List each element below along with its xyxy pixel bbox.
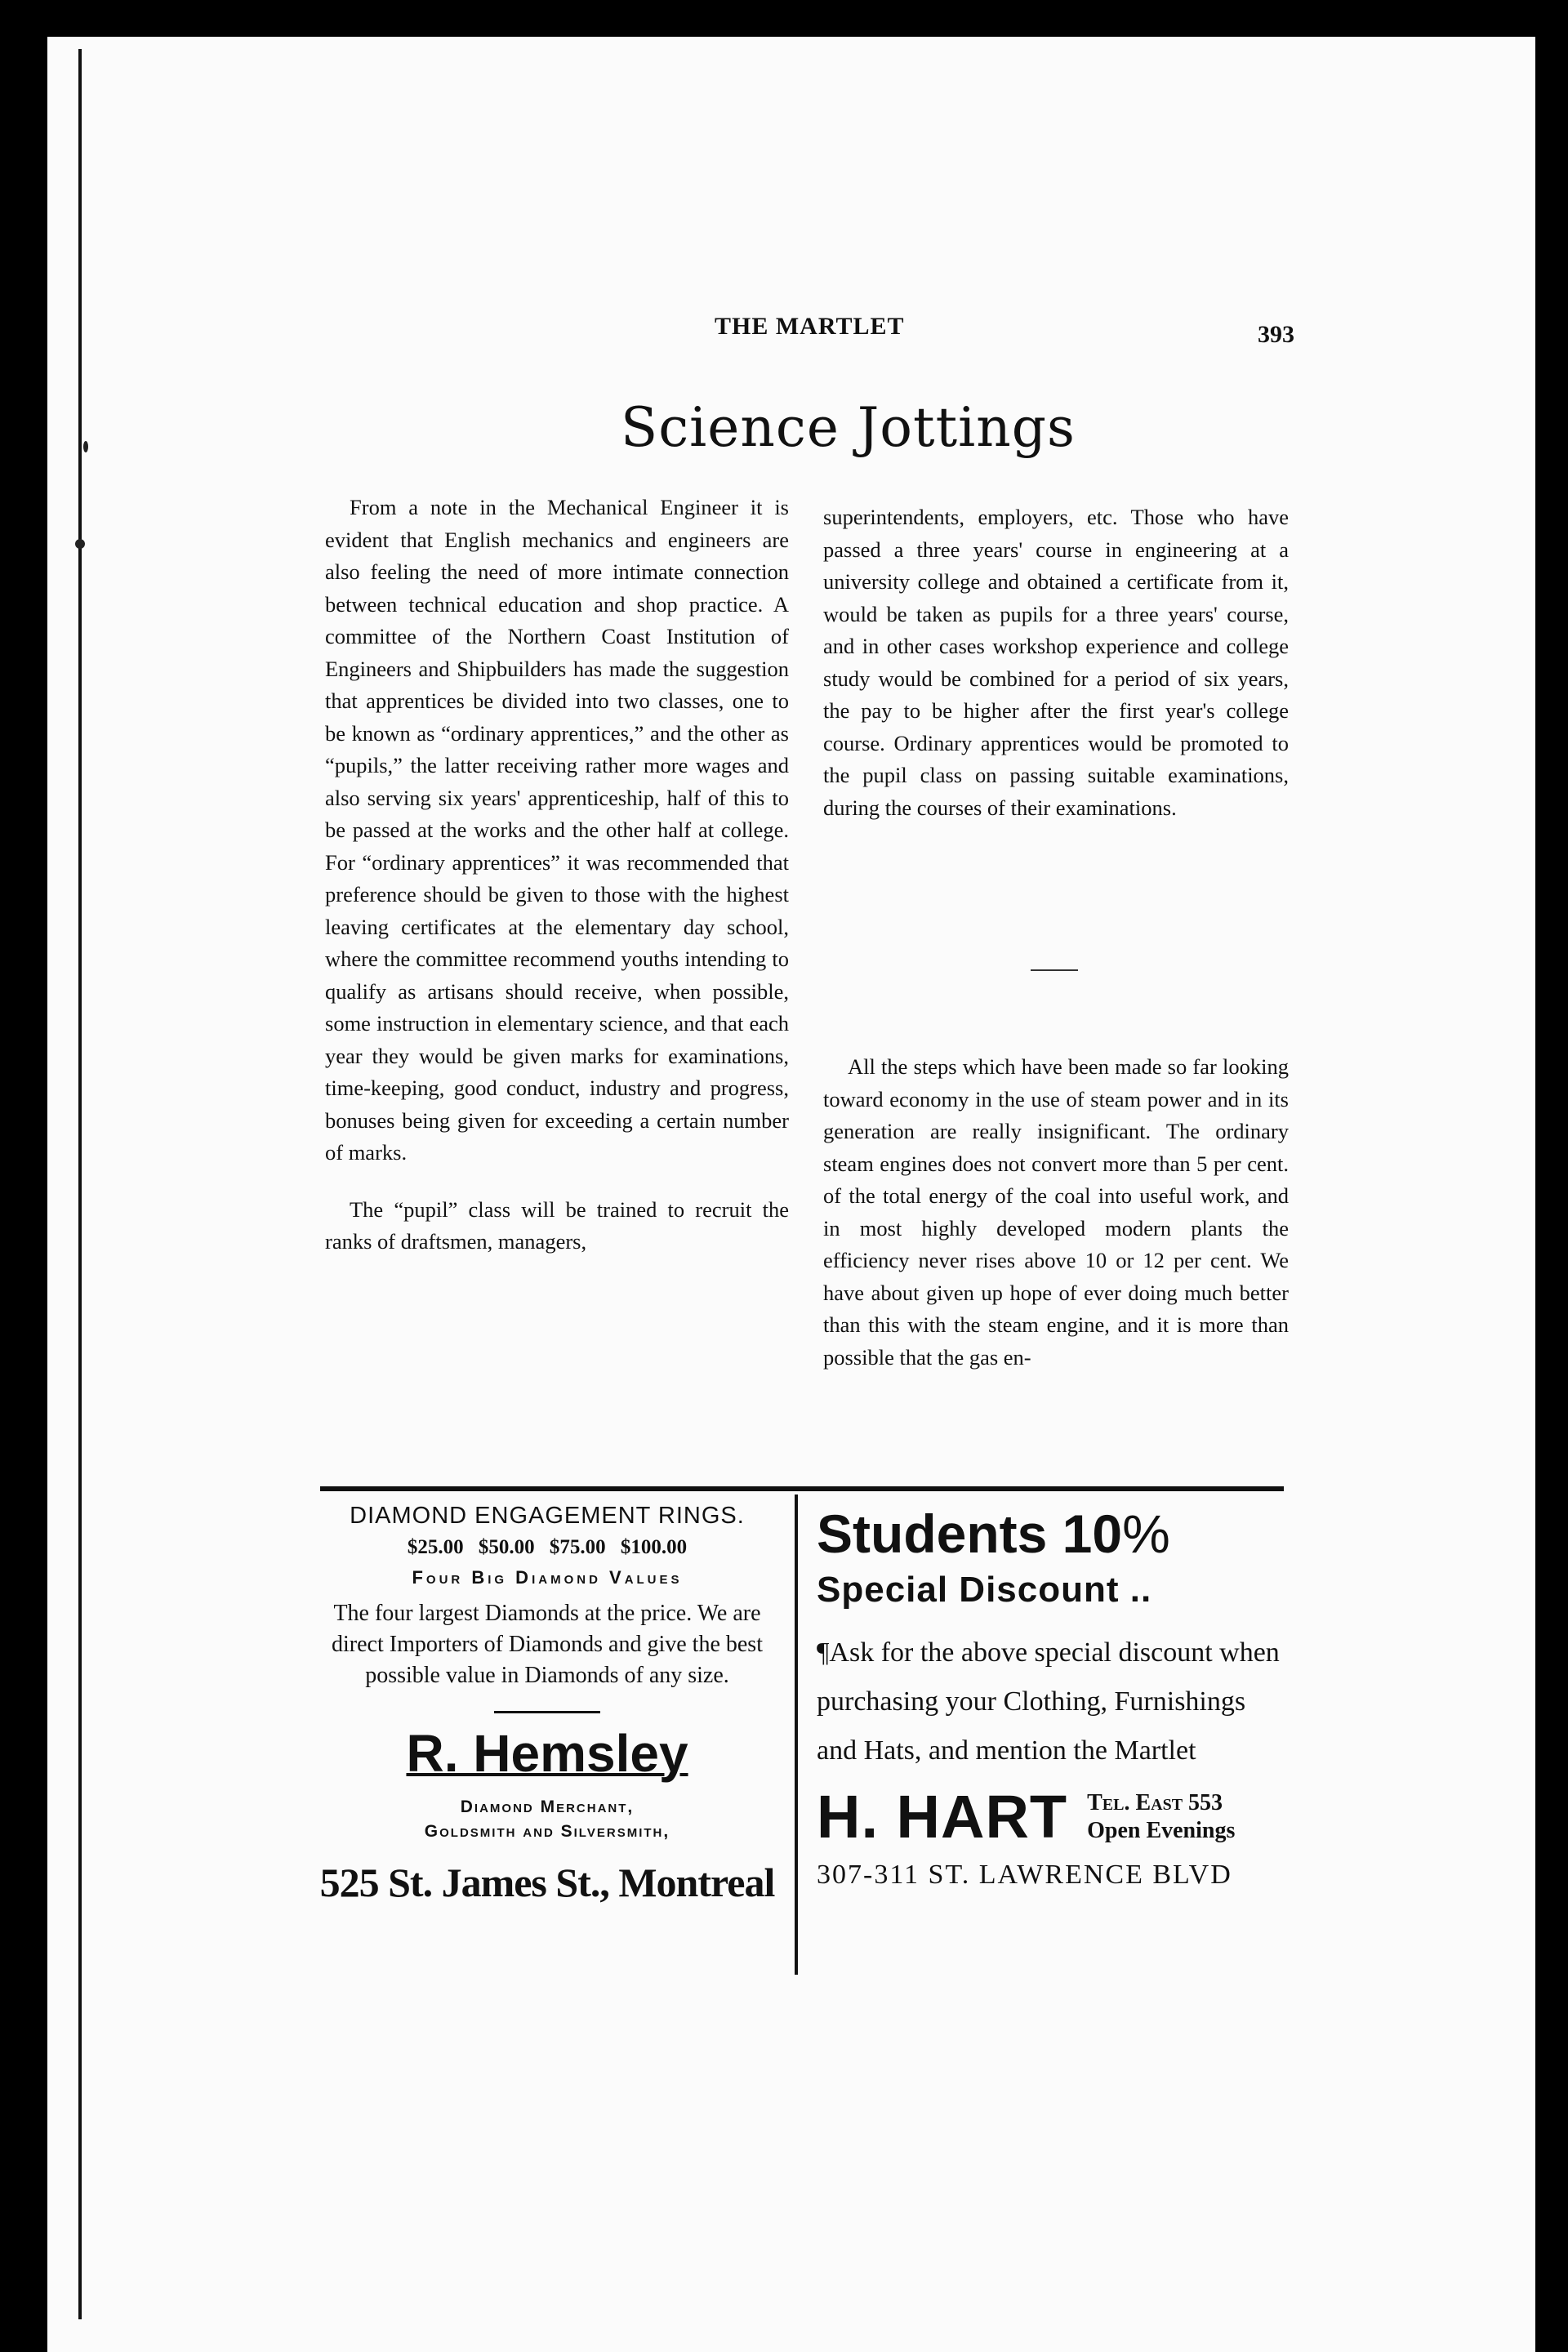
percent-sign: % — [1122, 1503, 1170, 1564]
discount-headline — [817, 1503, 1290, 1565]
discount-headline-text: Students 10 — [817, 1503, 1123, 1564]
discount-subhead: Special Discount .. — [817, 1570, 1152, 1610]
paragraph: All the steps which have been made so far looking toward economy in the use of steam power and in its generation are really insignificant. The ordinary steam engines does not convert more than 5 per cent. of the total energy of the coal into useful work, and in most highly developed modern plants the efficiency never rises above 10 or 12 per cent. We have about given up hope of ever doing much better than this with the steam engine, and it is more than possible that the gas en- — [823, 1054, 1289, 1370]
ad-body: ¶Ask for the above special discount when purchasing your Clothing, Furnishings and Hats, and mention the Martlet — [817, 1637, 1280, 1766]
paragraph: The “pupil” class will be trained to recruit the ranks of draftsmen, managers, — [325, 1196, 789, 1254]
advertisement-divider — [795, 1494, 798, 1975]
ad-tagline: Four Big Diamond Values — [412, 1567, 683, 1588]
page — [47, 37, 1535, 2352]
hart-advertisement — [817, 1503, 1290, 1891]
store-telephone: Tel. East 553 — [1087, 1790, 1223, 1815]
store-line — [817, 1782, 1290, 1851]
page-number: 393 — [1258, 321, 1294, 348]
scan-speck — [83, 441, 88, 452]
ad-body: The four largest Diamonds at the price. We are direct Importers of Diamonds and give the best possible value in Diamonds of any size. — [332, 1601, 763, 1688]
article-column-2 — [823, 501, 1289, 824]
advertisement-rule — [320, 1486, 1284, 1491]
scan-edge-line — [78, 49, 82, 2319]
running-header: THE MARTLET — [715, 313, 905, 340]
store-hours: Open Evenings — [1087, 1818, 1236, 1843]
merchant-title-line: Goldsmith and Silversmith, — [424, 1822, 670, 1841]
section-divider — [1031, 969, 1078, 971]
article-title: Science Jottings — [621, 396, 1076, 459]
scan-speck — [75, 539, 85, 549]
ad-heading: DIAMOND ENGAGEMENT RINGS. — [350, 1503, 745, 1529]
store-contact — [1087, 1789, 1235, 1851]
article-column-2-continued — [823, 1051, 1289, 1374]
ad-prices: $25.00 $50.00 $75.00 $100.00 — [407, 1536, 688, 1558]
merchant-address: 525 St. James St., Montreal — [319, 1860, 775, 1905]
store-name: H. HART — [817, 1783, 1068, 1851]
hemsley-advertisement — [310, 1494, 784, 1906]
article-column-1 — [325, 492, 789, 1258]
paragraph: From a note in the Mechanical Engineer it is evident that English mechanics and engineers are also feeling the need of more intimate connection between technical education and shop practice. A committee of the Northern Coast Institution of Engineers and Shipbuilders has made the suggestion that apprentices be divided into two classes, one to be known as “ordinary apprentices,” and the other as “pupils,” the latter receiving rather more wages and also serving six years' apprenticeship, half of this to be passed at the works and the other half at college. For “ordinary apprentices” it was recommended that preference should be given to those with the highest leaving certificates at the elementary day school, where the committee recommend youths intending to qualify as artisans should receive, when possible, some instruction in elementary science, and that each year they would be given marks for examinations, time-keeping, good conduct, industry and progress, bonuses being given for exceeding a certain number of marks. — [325, 495, 789, 1165]
ad-rule — [494, 1711, 600, 1713]
merchant-name: R. Hemsley — [406, 1724, 688, 1783]
store-address: 307-311 ST. LAWRENCE BLVD — [817, 1860, 1232, 1890]
merchant-title-line: Diamond Merchant, — [460, 1797, 635, 1816]
paragraph: superintendents, employers, etc. Those who have passed a three years' course in engineering at a university college and obtained a certificate from it, would be taken as pupils for a three years' course, and in other cases workshop experience and college study would be combined for a period of six years, the pay to be higher after the first year's college course. Ordinary apprentices would be promoted to the pupil class on passing suitable examinations, during the courses of their examinations. — [823, 505, 1289, 820]
merchant-title — [310, 1795, 784, 1844]
